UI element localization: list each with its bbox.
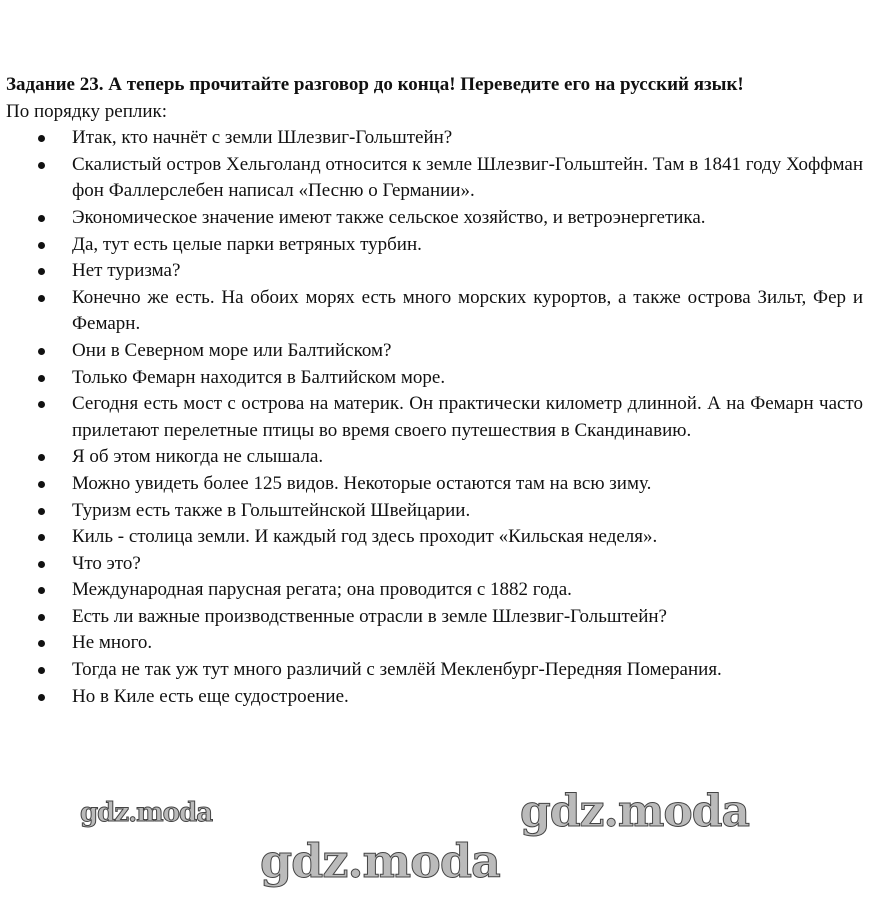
- list-item: Есть ли важные производственные отрасли в земле Шлезвиг-Гольштейн?: [72, 604, 863, 631]
- list-item: Что это?: [72, 551, 863, 578]
- list-item: Скалистый остров Хельголанд относится к земле Шлезвиг-Гольштейн. Там в 1841 году Хоффман фон Фаллерслебен написал «Песню о Германии».: [72, 152, 863, 205]
- list-item: Они в Северном море или Балтийском?: [72, 338, 863, 365]
- list-item: Не много.: [72, 630, 863, 657]
- list-item: Нет туризма?: [72, 258, 863, 285]
- document: [6, 72, 863, 710]
- list-item: Международная парусная регата; она проводится с 1882 года.: [72, 577, 863, 604]
- intro-text: По порядку реплик:: [6, 100, 168, 122]
- list-item: Конечно же есть. На обоих морях есть много морских курортов, а также острова Зильт, Фер и Фемарн.: [72, 285, 863, 338]
- list-item: Экономическое значение имеют также сельское хозяйство, и ветроэнергетика.: [72, 205, 863, 232]
- list-item: Киль - столица земли. И каждый год здесь проходит «Кильская неделя».: [72, 524, 863, 551]
- list-item: Тогда не так уж тут много различий с землёй Мекленбург-Передняя Померания.: [72, 657, 863, 684]
- list-item: Сегодня есть мост с острова на материк. Он практически километр длинной. А на Фемарн часто прилетают перелетные птицы во время своего путешествия в Скандинавию.: [72, 391, 863, 444]
- watermark-logo: gdz.moda: [260, 834, 500, 888]
- list-item: Итак, кто начнёт с земли Шлезвиг-Гольштейн?: [72, 125, 863, 152]
- list-item: Но в Киле есть еще судостроение.: [72, 684, 863, 711]
- list-item: Да, тут есть целые парки ветряных турбин.: [72, 232, 863, 259]
- list-item: Туризм есть также в Гольштейнской Швейцарии.: [72, 498, 863, 525]
- list-item: Только Фемарн находится в Балтийском море.: [72, 365, 863, 392]
- list-item: Можно увидеть более 125 видов. Некоторые остаются там на всю зиму.: [72, 471, 863, 498]
- dialogue-list: [6, 125, 863, 710]
- watermark-logo: gdz.moda: [80, 798, 213, 828]
- list-item: Я об этом никогда не слышала.: [72, 444, 863, 471]
- watermark-logo: gdz.moda: [520, 786, 750, 837]
- task-title: Задание 23. А теперь прочитайте разговор до конца! Переведите его на русский язык!: [6, 74, 744, 95]
